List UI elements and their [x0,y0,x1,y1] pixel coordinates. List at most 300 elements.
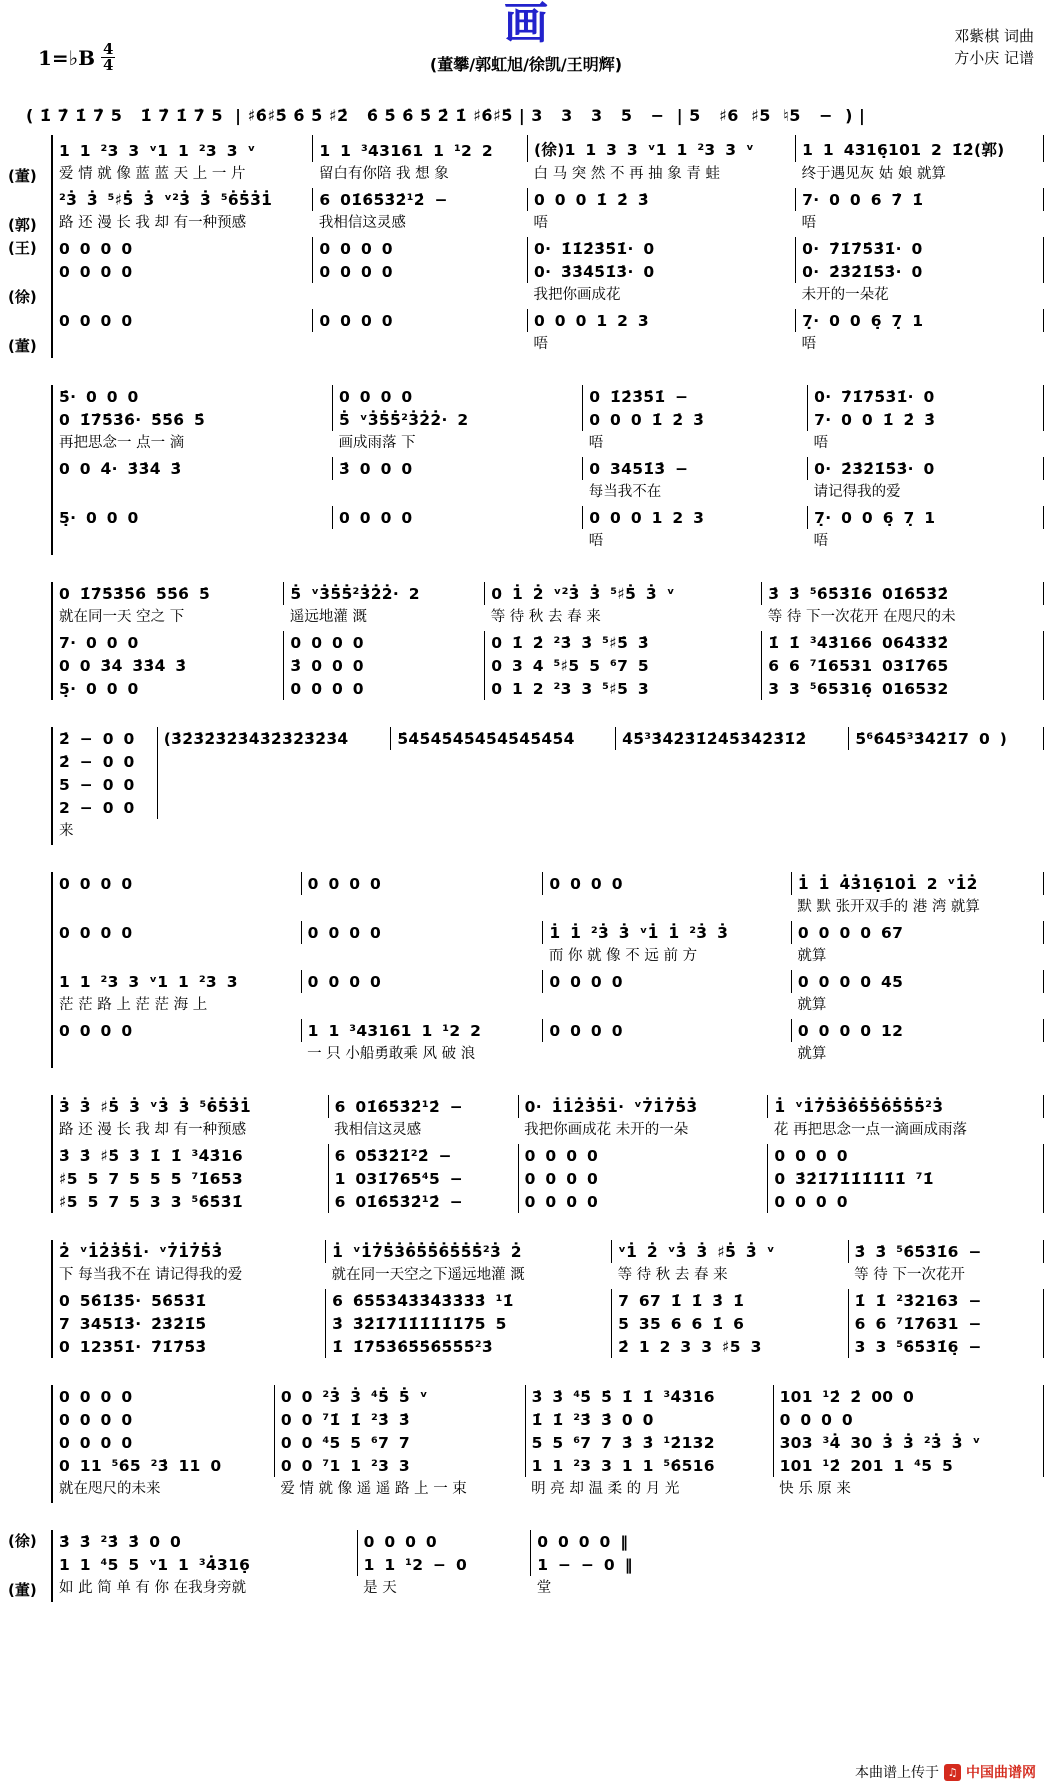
lyric-row [8,480,1044,506]
voice-label [8,1335,52,1358]
measure [616,750,849,773]
music-row [8,385,1044,408]
measure: 3̇ 3̇ ♯5̇ 3̇ 1̇ 1̇ ³4̇3̇16 [52,1144,328,1167]
music-row [8,796,1044,819]
measure: 0 0 0 0 [543,970,792,993]
measure: 3̇ 3̇ ♯5̇ 3̇ ᵛ3̇ 3̇ ⁵6̇5̇3̇1̇ [52,1095,328,1118]
measure: 4̇5̇³3̇4̇2̇3̇1̇2̇4̇5̇3̇4̇2̇3̇1̇2̇ [616,727,849,750]
lyric-line [52,529,333,555]
voice-label [8,1454,52,1503]
measure: 5̇· 0 0 0 [52,385,333,408]
system [8,1385,1044,1503]
voice-label [8,1019,52,1068]
measure: 0 0 0 1 2 3 [583,506,808,529]
measure: 1̇ 1̇ ²3̇ 3̇ ᵛ1̇ 1̇ ²3̇ 3̇ [543,921,792,944]
lyric-line [313,332,528,358]
music-row [8,457,1044,480]
measure: 0 0 ⁴5 5 ⁶7 7 [274,1431,525,1454]
lyric-row [8,895,1044,921]
lyric-line: 是 天 [363,1580,397,1596]
lyric-line: 就算 [797,997,827,1013]
measure: 5̣· 0 0 0 [52,506,333,529]
measure [157,796,391,819]
measure: 1 1 ³43161 1 ¹2 2 [313,135,528,162]
voice-label: (王) [8,237,52,260]
lyric-line: 花 再把思念一点一滴画成雨落 [773,1122,967,1138]
music-row [8,1190,1044,1213]
lyric-line: 路 还 漫 长 我 却 有一种预感 [59,1122,247,1138]
measure: 1 1 4316̣101 2 1̇2̇(郭) [796,135,1044,162]
song-title: 画 [504,0,548,49]
lyric-line [301,944,543,970]
measure: 1̇ ᵛ1̇7̇5̇3̇6̇5̇5̇6̇5̇5̇5̇²3̇ [768,1095,1044,1118]
lyric-line: 就在咫尺的未来 [59,1481,161,1497]
measure: 3̇ 3̇ ²3̇ 3̇ 0 0 [52,1530,357,1553]
voice-label: (郭) [8,188,52,237]
measure: 0 0 0 0 [52,1019,301,1042]
lyric-line: 路 还 漫 长 我 却 有一种预感 [59,215,247,231]
lyric-line [52,944,301,970]
measure: 101 ¹2̇ 201 1 ⁴5 5 [773,1454,1043,1477]
system [8,1530,692,1602]
lyric-line: 唔 [588,435,604,451]
measure: 0 0 0 0 [301,921,543,944]
measure: 0· 1̇1̇2̇3̇5̇1̇· ᵛ7̇1̇7̇5̇3̇ [518,1095,768,1118]
lyric-line: 茫 茫 路 上 茫 茫 海 上 [59,997,208,1013]
measure: 0 0 0 0 [284,677,485,700]
measure: 3̇ 0 0 0 [333,457,583,480]
measure: 7· 0 0 1̇ 2̇ 3̇ [808,408,1044,431]
music-row [8,727,1044,750]
lyric-row [8,332,1044,358]
lyric-line [391,819,616,845]
voice-label [8,921,52,970]
measure: 5 5 ⁶7 7 3̇ 3̇ ¹2̇132 [525,1431,773,1454]
measure: 1 1 ¹2 − 0 [357,1553,531,1576]
measure: 1 1 ³43161 1 ¹2 2 [301,1019,543,1042]
intro-phrase: ( 1̇ 7̇ 1̇ 7̇ 5 1̇ 7̇ 1̇ 7̇ 5 | ♯6̇♯5̇ 6̇ 5̇ ♯2̇ 6̇ 5̇ 6̇ 5̇ 2̇ 1̇ ♯6̇♯5̇ | 3 3 3 5 − | 5 ♯6 ♯5 ♮5 − ) | [26,106,866,125]
measure: 0 0 ⁷1 1 ²3 3 [274,1454,525,1477]
measure [157,773,391,796]
measure: 1̇ 1̇ 4̇3̇16̣101̇ 2 ᵛ1̇2̇ [791,872,1043,895]
measure: (3̇2̇3̇2̇3̇2̇3̇4̇3̇2̇3̇2̇3̇2̇3̇4̇ [157,727,391,750]
measure: 3̇ 0 0 0 [284,654,485,677]
measure: 5̇⁶6̇4̇5̇³3̇4̇2̇1̇7 0 ) [849,727,1044,750]
music-row [8,1335,1044,1358]
music-row [8,1553,692,1576]
voice-label: (董) [8,309,52,358]
measure: 0 0 0 0 [52,309,313,332]
measure: 0 0 4̇· 3̇3̇4̇ 3̇ [52,457,333,480]
score-header [8,0,1044,102]
lyric-line: 我相信这灵感 [334,1122,422,1138]
voice-label [8,727,52,750]
voice-label [8,750,52,773]
measure: 0· 1̇1̇2̇3̇5̇1̇· 0 [528,237,796,260]
measure: 1 1 ²3 3 ᵛ1 1 ²3 3 [52,970,301,993]
music-row [8,1019,1044,1042]
measure: 1̇ 1̇ ²3̇2163 − [848,1289,1043,1312]
lyric-line: 就算 [797,948,827,964]
music-row [8,1095,1044,1118]
measure: 0· 2̇3̇2̇1̇5̇3̇· 0 [796,260,1044,283]
measure: 0 0 0 0 [52,921,301,944]
measure [849,750,1044,773]
lyric-row [8,211,1044,237]
measure: 5̇4̇5̇4̇5̇4̇5̇4̇5̇4̇5̇4̇5̇4̇5̇4̇ [391,727,616,750]
lyric-line: 留白有你陪 我 想 象 [318,166,449,182]
lyric-line: 如 此 简 单 有 你 在我身旁就 [59,1580,247,1596]
measure: 0 0 0 0 12 [791,1019,1043,1042]
measure: 0 0 0 0 [52,1431,274,1454]
lyric-line: 唔 [533,336,549,352]
measure: 6 6 ⁷1̇6531 031̇7̇65 [762,654,1044,677]
lyric-line: 快 乐 原 来 [779,1481,851,1497]
lyric-line [52,480,333,506]
credit-transcriber: 方小庆 记谱 [954,48,1034,67]
measure: 0 1 2 ²3 3 ⁵♯5 3 [485,677,762,700]
music-row [8,237,1044,260]
voice-label [8,677,52,700]
music-row [8,1530,692,1553]
voice-label [8,1190,52,1213]
measure: 0 1̇ 2̇ ²3̇ 3̇ ⁵♯5̇ 3̇ [485,631,762,654]
voice-label: (董) [8,135,52,188]
measure: 1 1 ⁴5 5 ᵛ1 1 ³4̇316̣ [52,1553,357,1576]
credits [954,26,1034,70]
system [8,135,1044,358]
measure [391,796,616,819]
measure: ♯5 5 7 5 3 3 ⁵6̇5̇3̇1̇ [52,1190,328,1213]
lyric-line [616,819,849,845]
voice-label [8,1385,52,1408]
system [8,1240,1044,1358]
system [8,385,1044,555]
time-signature-numerator: 4 [103,40,114,58]
voice-label [8,1240,52,1289]
voice-label: (徐) [8,1530,52,1553]
lyric-line: 唔 [801,215,817,231]
lyric-line [52,1042,301,1068]
system [8,872,1044,1068]
lyric-line [157,819,391,845]
music-row [8,1385,1044,1408]
measure: 3̇ 3̇2̇1̇7̇1̇1̇1̇1̇1̇1̇7̇5 5 [326,1312,612,1335]
lyric-line: 一 只 小船勇敢乘 风 破 浪 [307,1046,476,1062]
measure: 0 1̇2̇3̇5̇1̇ − [583,385,808,408]
lyric-line: 就算 [797,1046,827,1062]
lyric-line [333,529,583,555]
measure: 0 0 0 0 [313,260,528,283]
lyric-line: 我相信这灵感 [318,215,406,231]
lyric-line: 唔 [588,533,604,549]
music-row [8,1144,1044,1167]
lyric-line [52,895,301,921]
lyric-line [52,332,313,358]
measure: 0 0 0 0 [333,506,583,529]
voice-label [8,654,52,677]
measure: 0 1̇7̇5̇3̇5̇6̇ 5̇5̇6̇ 5̇ [52,582,284,605]
measure: 0 0 0 0 [52,1408,274,1431]
lyric-line: 终于遇见灰 姑 娘 就算 [801,166,946,182]
measure: ²3̇ 3̇ ⁵♯5̇ 3̇ ᵛ²3̇ 3̇ ⁵6̇5̇3̇1̇ [52,188,313,211]
lyric-line: 等 待 下一次花开 在咫尺的未 [767,609,956,625]
measure: 303 ³4̇ 30 3̇ 3̇ ²3̇ 3̇ ᵛ [773,1431,1043,1454]
measure: 0 0 0 0 [768,1190,1044,1213]
lyric-row [8,1118,1044,1144]
measure: 1 1 ²3 3 1 1 ⁵6̇516 [525,1454,773,1477]
measure: 5 35 6 6 1̇ 6 [612,1312,849,1335]
measure: 0 0 0 0 [52,237,313,260]
lyric-line: 我把你画成花 [533,287,621,303]
measure: 6 6̇5̇5̇3̇4̇3̇3̇4̇3̇3̇3̇3̇ ¹1̇ [326,1289,612,1312]
measure: 3 3 ⁵65316̣ 016532 [762,677,1044,700]
voice-label [8,1408,52,1431]
measure: 0 0 0 0 [52,1385,274,1408]
measure: 7 3451̇3̇· 2̇3̇2̇1̇5̇ [52,1312,326,1335]
time-signature-denominator: 4 [103,56,114,74]
measure: 0 3 4 ⁵♯5 5 ⁶7 5 [485,654,762,677]
measure: 6 01̇6̇5̇3̇2̇¹2̇ − [328,1190,518,1213]
measure: 2̇ − 0 0 [52,750,157,773]
measure: 0 56̇1̇3̇5̇· 56̇5̇3̇1̇ [52,1289,326,1312]
measure: 7̣· 0 0 6̣ 7̣ 1 [796,309,1044,332]
lyric-row [8,1477,1044,1503]
lyric-line: 等 待 秋 去 春 来 [617,1267,728,1283]
music-row [8,631,1044,654]
lyric-row [8,993,1044,1019]
measure: 0 0 ²3̇ 3̇ ⁴5̇ 5̇ ᵛ [274,1385,525,1408]
measure: 0 0 0 0 [357,1530,531,1553]
lyric-line: 明 亮 却 温 柔 的 月 光 [531,1481,680,1497]
measure: 5̣· 0 0 0 [52,677,284,700]
measure: 101 ¹2̇ 2̇ 00 0 [773,1385,1043,1408]
lyric-line: 堂 [536,1580,552,1596]
lyric-line [301,895,543,921]
measure: 2̇ ᵛ1̇2̇3̇5̇1̇· ᵛ7̇1̇7̇5̇3̇ [52,1240,326,1263]
voice-label [8,457,52,506]
measure: 3̇ 3̇ ⁴5̇ 5̇ 1̇ 1̇ ³4̇3̇16 [525,1385,773,1408]
lyric-row [8,1042,1044,1068]
score [8,135,1044,1602]
music-row [8,582,1044,605]
voice-label [8,631,52,654]
voice-label [8,1095,52,1144]
measure: 0 0 0 0 [543,872,792,895]
music-row [8,654,1044,677]
music-row [8,677,1044,700]
measure: 7· 0 0 6 7̇ 1̇ [796,188,1044,211]
measure: 3̇ 3̇ ⁵6̇5̇3̇1̇6 01̇6̇5̇3̇2̇ [762,582,1044,605]
measure: 2̇ − 0 0 [52,727,157,750]
lyric-line [543,993,792,1019]
measure: 0 0 0 1̇ 2̇ 3̇ [528,188,796,211]
measure: 0 3̇2̇1̇7̇1̇1̇1̇1̇1̇1̇ ⁷1̇ [768,1167,1044,1190]
voice-label [8,1312,52,1335]
voice-label [8,1167,52,1190]
measure: 3̇ 3̇ ⁵6̇5̇3̇1̇6 − [848,1240,1043,1263]
key-text: 1=♭B [38,45,96,70]
music-row [8,188,1044,211]
footer [855,1762,1036,1782]
measure [391,773,616,796]
music-row [8,921,1044,944]
lyric-row [8,431,1044,457]
lyric-line: 唔 [813,533,829,549]
measure: ᵛ1̇ 2̇ ᵛ3̇ 3̇ ♯5̇ 3̇ ᵛ [612,1240,849,1263]
voice-label [8,872,52,921]
measure [849,773,1044,796]
music-row [8,1312,1044,1335]
lyric-line [313,283,528,309]
voice-label: (董) [8,1553,52,1602]
measure: 0 0 0 0 67 [791,921,1043,944]
measure: 0 0 0 0 [301,872,543,895]
measure: 6 6 ⁷1̇7̇631 − [848,1312,1043,1335]
measure: 7 67 1̇ 1̇ 3̇ 1̇ [612,1289,849,1312]
measure: 0 0 0 1̇ 2̇ 3̇ [583,408,808,431]
lyric-line: 未开的一朵花 [801,287,889,303]
measure: 7̣· 0 0 6̣ 7̣ 1 [808,506,1044,529]
lyric-line: 下 每当我不在 请记得我的爱 [59,1267,243,1283]
measure [157,750,391,773]
voice-label [8,796,52,845]
lyric-line: 就在同一天空之下遥远地灌 溉 [331,1267,525,1283]
lyric-line: 爱 情 就 像 蓝 蓝 天 上 一 片 [59,166,246,182]
music-row [8,1431,1044,1454]
lyric-line [849,819,1044,845]
measure: 6 05̇3̇2̇1̇²2̇ − [328,1144,518,1167]
voice-label [8,1431,52,1454]
measure [391,750,616,773]
measure: 0 0 0 0 45 [791,970,1043,993]
performers-line: (董攀/郭虹旭/徐凯/王明辉) [429,55,623,74]
measure: 0 1235̇1̇· 7̇1̇7̇5̇3̇ [52,1335,326,1358]
system [8,1095,1044,1213]
music-row [8,408,1044,431]
lyric-line [543,895,792,921]
lyric-line: 请记得我的爱 [813,484,901,500]
measure: 0 0 3̇4̇ 3̇3̇4̇ 3̇ [52,654,284,677]
measure: 7· 0 0 0 [52,631,284,654]
lyric-row [8,162,1044,188]
measure: 0 11 ⁵6̇5 ²3̇ 11 0 [52,1454,274,1477]
measure [616,773,849,796]
measure [849,796,1044,819]
credit-composer: 邓紫棋 词曲 [954,27,1034,45]
music-row [8,1289,1044,1312]
music-row [8,773,1044,796]
measure: 1̇ 1̇ ²3̇ 3̇ 0 0 [525,1408,773,1431]
measure: 0 0 0 0 [284,631,485,654]
lyric-row [8,1263,1044,1289]
lyric-line: 等 待 下一次花开 [854,1267,965,1283]
measure: 0 0 0 0 [52,872,301,895]
lyric-line: 遥远地灌 溉 [289,609,368,625]
lyric-row [8,605,1044,631]
music-row [8,1240,1044,1263]
measure: 2̇ 1 2 3 3 ♯5 3 [612,1335,849,1358]
measure: 5̇ ᵛ3̇5̇5̇²3̇2̇2̇· 2 [284,582,485,605]
measure: 0 0 0 0 [52,260,313,283]
lyric-line: 再把思念一 点一 滴 [59,435,185,451]
lyric-line [333,480,583,506]
measure: 1̇ ᵛ1̇7̇5̇3̇6̇5̇5̇6̇5̇5̇5̇²3̇ 2̇ [326,1240,612,1263]
lyric-line: 等 待 秋 去 春 来 [490,609,601,625]
voice-label [8,506,52,555]
measure: 2 − 0 0 [52,796,157,819]
music-row [8,1167,1044,1190]
lyric-line: 默 默 张开双手的 港 湾 就算 [797,899,980,915]
measure: 0 0 0 0 [313,237,528,260]
measure: 0· 3̇3̇4̇5̇1̇3̇· 0 [528,260,796,283]
voice-label [8,773,52,796]
music-row [8,260,1044,283]
measure: 1 1 ²3 3 ᵛ1 1 ²3 3 ᵛ [52,135,313,162]
upload-note: 本曲谱上传于 [855,1765,939,1781]
measure: 0 3451̇3̇ − [583,457,808,480]
system [8,727,1044,845]
voice-label [8,385,52,408]
lyric-line [543,1042,792,1068]
measure: 6 01̇6̇5̇3̇2̇¹2̇ − [313,188,528,211]
measure: 0 0 0 0 [518,1167,768,1190]
music-row [8,872,1044,895]
lyric-line: 每当我不在 [588,484,662,500]
measure: 0 0 0 0 [301,970,543,993]
measure: 0· 2̇3̇2̇1̇5̇3̇· 0 [808,457,1044,480]
voice-label [8,1289,52,1312]
lyric-line: 来 [59,823,74,839]
site-name: 中国曲谱网 [966,1765,1036,1781]
lyric-row [8,944,1044,970]
measure: 0 0 0 0 [313,309,528,332]
lyric-line: 白 马 突 然 不 再 抽 象 青 蛙 [533,166,720,182]
lyric-line: 而 你 就 像 不 远 前 方 [548,948,698,964]
measure: (徐)1 1 3 3 ᵛ1 1 ²3 3 ᵛ [528,135,796,162]
music-row [8,135,1044,162]
measure: 0 0 0 0 [773,1408,1043,1431]
measure: 0 0 0 0 [543,1019,792,1042]
measure: 5̇ ᵛ3̇5̇5̇²3̇2̇2̇· 2 [333,408,583,431]
lyric-line: 唔 [533,215,549,231]
measure: 0 0 0 1 2 3 [528,309,796,332]
measure: ♯5 5 7 5 5 5 ⁷1̇653 [52,1167,328,1190]
lyric-line [52,283,313,309]
measure: 5 − 0 0 [52,773,157,796]
measure: 0· 7̇1̇7̇5̇3̇1̇· 0 [808,385,1044,408]
measure: 0 0 0 0 [518,1190,768,1213]
site-logo-icon: ♫ [944,1764,961,1781]
measure: 6 01̇6̇5̇3̇2̇¹2̇ − [328,1095,518,1118]
system [8,582,1044,700]
music-row [8,1454,1044,1477]
measure: 0 1̇ 2̇ ᵛ²3̇ 3̇ ⁵♯5̇ 3̇ ᵛ [485,582,762,605]
music-row [8,506,1044,529]
music-row [8,309,1044,332]
measure [616,796,849,819]
measure: 0 0 0 0 [768,1144,1044,1167]
measure: 0 0 0 0 [518,1144,768,1167]
measure: 0 0 ⁷1̇ 1̇ ²3̇ 3̇ [274,1408,525,1431]
measure: 0 1̇7̇5̇3̇6̇· 5̇5̇6̇ 5̇ [52,408,333,431]
measure: 3 3 ⁵6̇5̇3̇1̇6̣ − [848,1335,1043,1358]
lyric-line: 爱 情 就 像 遥 遥 路 上 一 束 [280,1481,467,1497]
voice-label [8,1144,52,1167]
measure: 1̇ 1̇7̇5̇3̇6̇5̇5̇6̇5̇5̇5̇²3̇ [326,1335,612,1358]
music-row [8,750,1044,773]
music-row [8,970,1044,993]
